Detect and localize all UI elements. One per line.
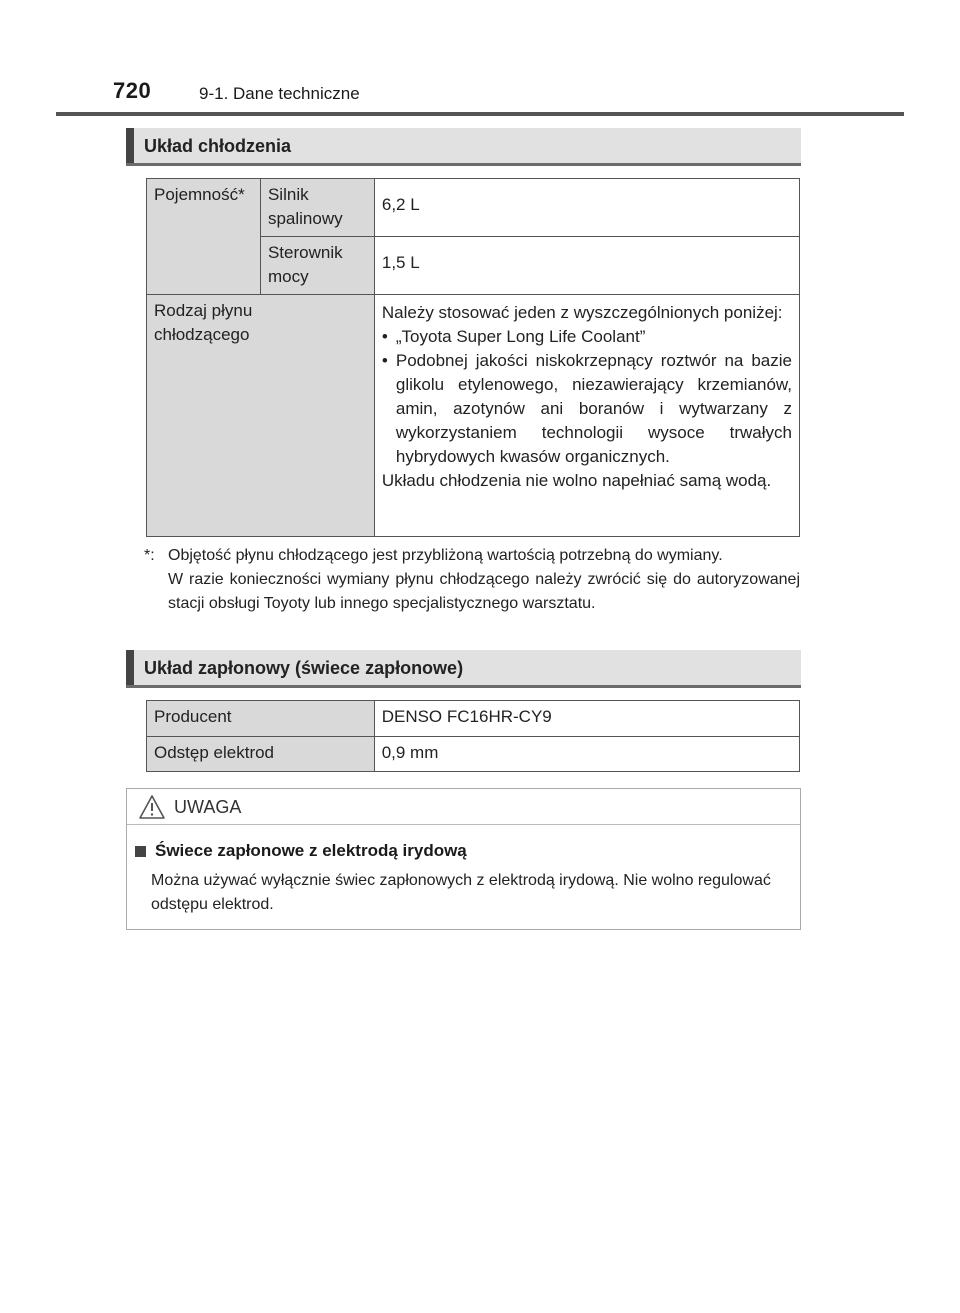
engine-value: 6,2 L [374,179,799,237]
coolant-type-value [374,295,799,537]
heading-bar [126,650,134,685]
heading-bar [126,128,134,163]
capacity-footnote [144,544,800,616]
engine-label: Silnik spalinowy [260,179,374,237]
footnote-text-2: W razie konieczności wymiany płynu chłodzącego należy zwrócić się do autoryzowanej stacji obsługi Toyoty lub innego specjalistycznego warsztatu. [168,571,800,612]
warning-box [126,788,801,930]
section-title-ignition: Układ zapłonowy (świece zapłonowe) [144,658,464,678]
warning-subheading-text: Świece zapłonowe z elektrodą irydową [155,841,467,860]
manufacturer-label: Producent [147,701,375,737]
table-row [147,701,800,737]
section-title-cooling: Układ chłodzenia [144,136,292,156]
warning-label: UWAGA [174,797,242,817]
footnote-mark: *: [144,547,155,564]
coolant-outro: Układu chłodzenia nie wolno napełniać samą wodą. [381,471,772,490]
coolant-type-label [147,295,375,537]
manufacturer-value: DENSO FC16HR-CY9 [374,701,799,737]
section-heading-ignition [126,650,801,688]
electrode-gap-label: Odstęp elektrod [147,737,375,772]
warning-body: Można używać wyłącznie świec zapłonowych z elektrodą irydową. Nie wolno regulować odstępu elektrod. [151,872,771,913]
coolant-bullet-2: • Podobnej jakości niskokrzepnący roztwór na bazie glikolu etylenowego, niezawierający krzemianów, amin, azotynów ani boranów i wytwarzany z wykorzystaniem technologii wysoce trwałych hybrydowych kwasów organicznych. [382,349,792,469]
coolant-bullet-2-text: Podobnej jakości niskokrzepnący roztwór na bazie glikolu etylenowego, niezawierający krzemianów, amin, azotynów ani boranów i wytwarzany z wykorzystaniem technologii wysoce trwałych hybrydowych kwasów organicznych. [395,351,792,466]
coolant-type-label-text: Rodzaj płynu chłodzącego [154,301,253,344]
ignition-table [146,700,800,772]
warning-subheading [135,841,467,861]
section-heading-cooling [126,128,801,166]
controller-value: 1,5 L [374,237,799,295]
coolant-bullet-1: • „Toyota Super Long Life Coolant” [382,325,792,349]
controller-label: Sterownik mocy [260,237,374,295]
electrode-gap-value: 0,9 mm [374,737,799,772]
page-header [0,0,960,120]
footnote-text-1: Objętość płynu chłodzącego jest przybliżoną wartością potrzebną do wymiany. [168,547,723,564]
page-number: 720 [113,78,152,103]
warning-triangle-icon [138,794,166,820]
table-row [147,737,800,772]
square-bullet-icon [135,846,146,857]
coolant-bullet-1-text: „Toyota Super Long Life Coolant” [395,327,646,346]
warning-header [127,789,800,825]
capacity-label: Pojemność* [147,179,261,295]
coolant-intro: Należy stosować jeden z wyszczególnionych poniżej: [381,303,783,322]
chapter-title: 9-1. Dane techniczne [199,84,360,103]
header-rule [56,112,904,116]
cooling-table [146,178,800,537]
